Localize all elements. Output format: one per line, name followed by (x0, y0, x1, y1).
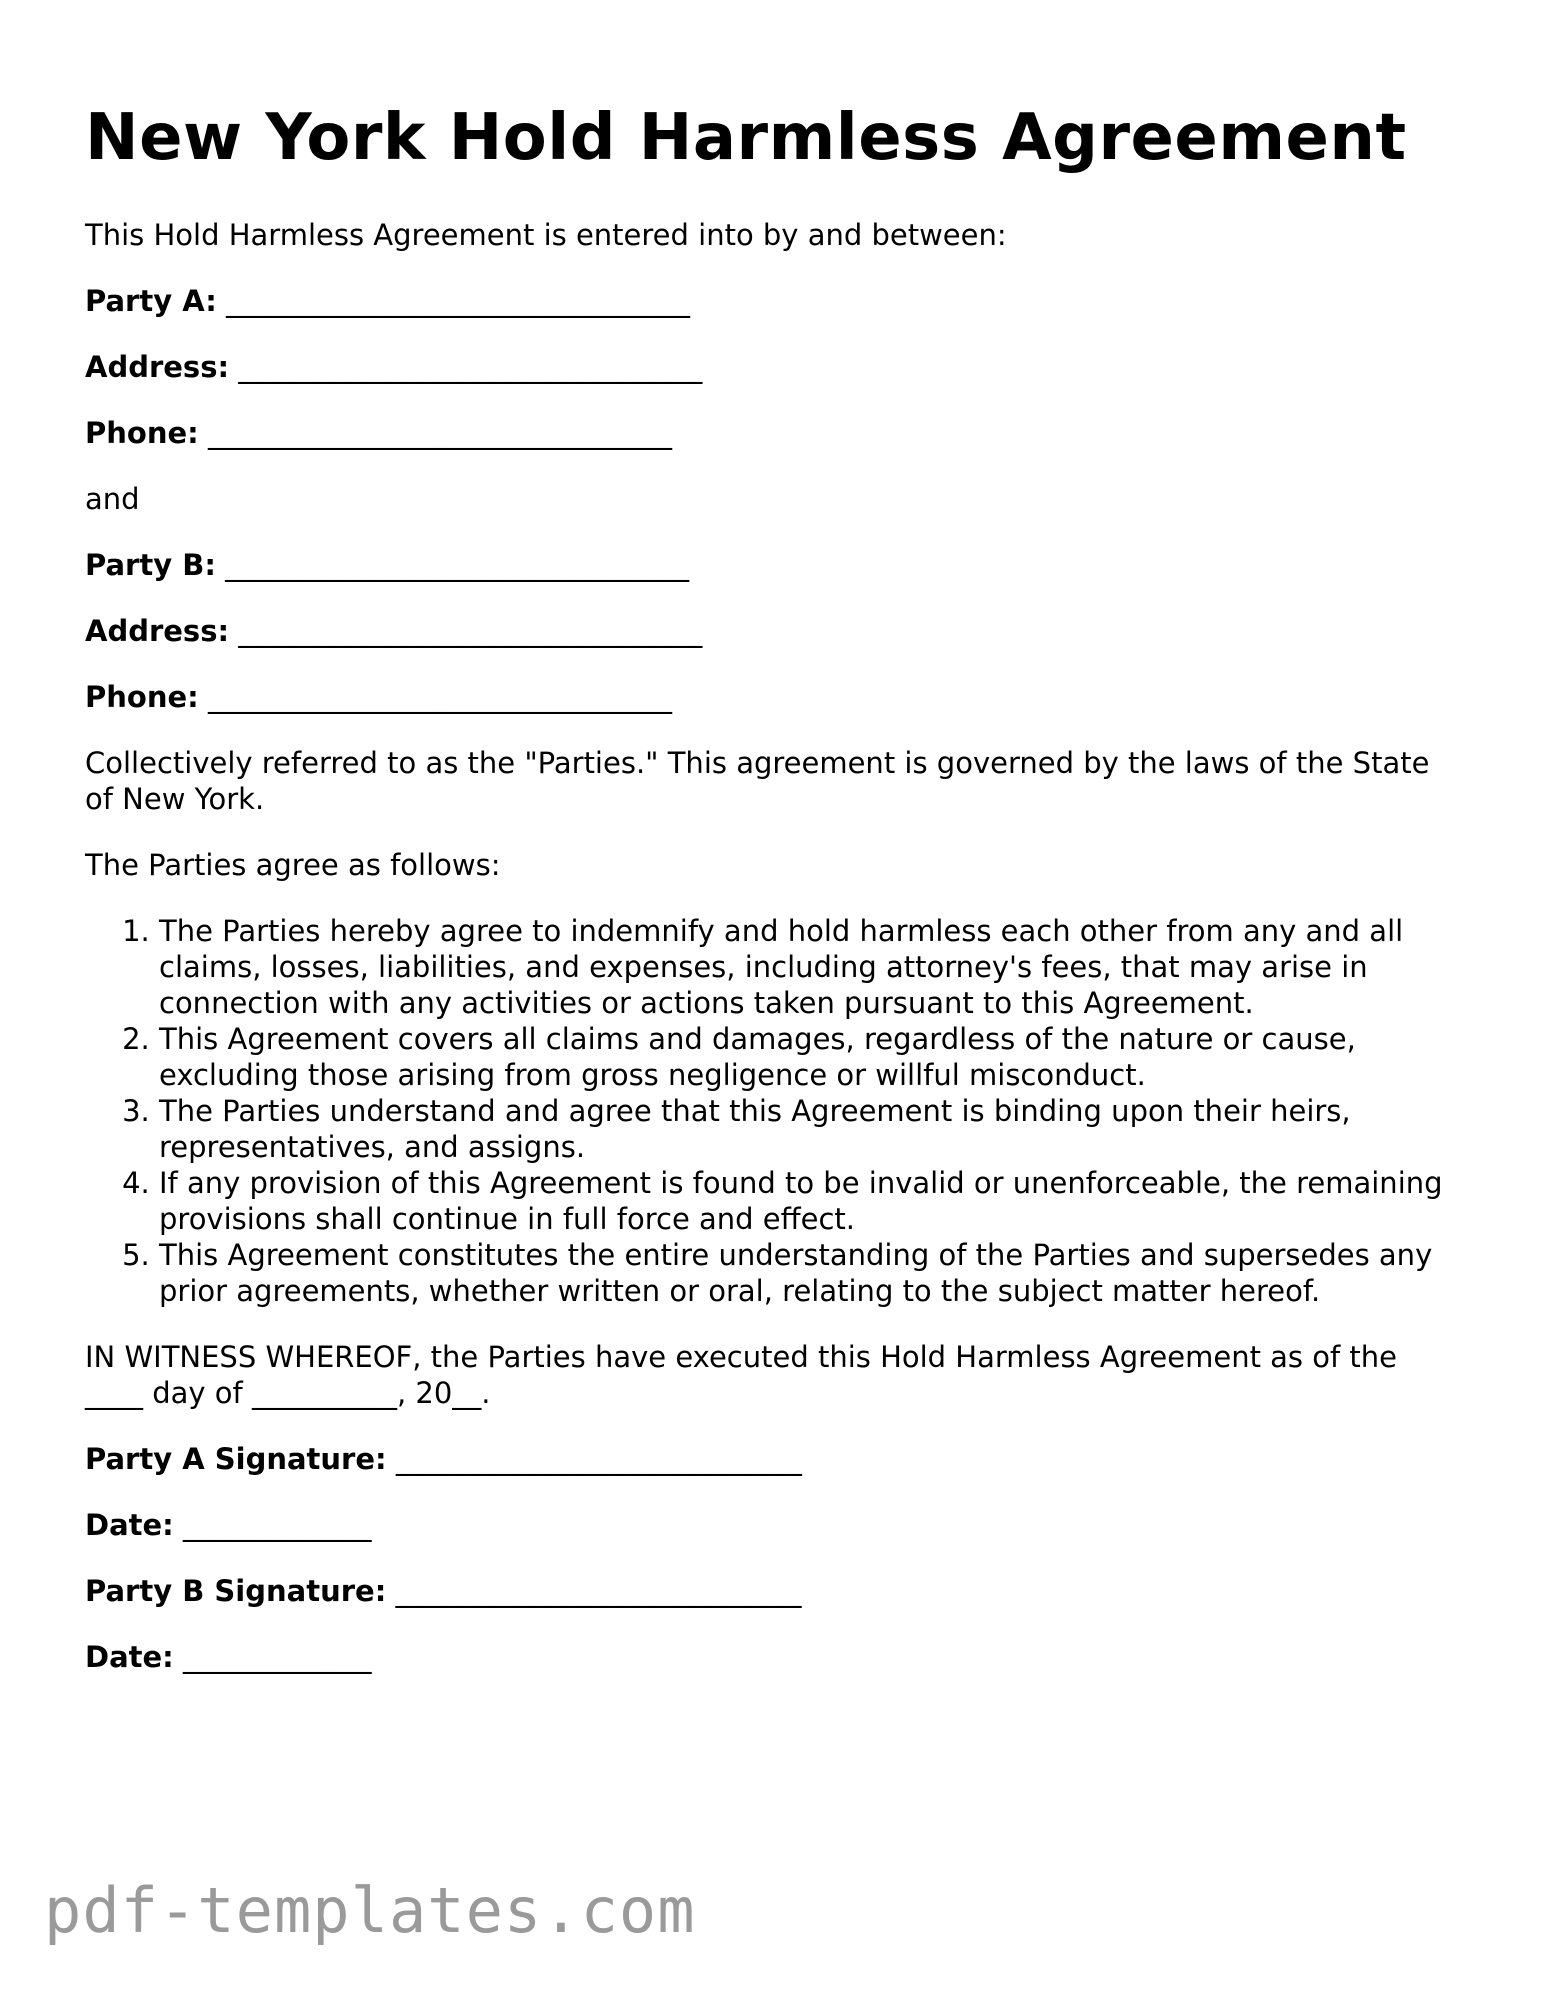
document-title: New York Hold Harmless Agreement (85, 101, 1407, 175)
party-a-name-field (85, 283, 1457, 319)
term-item: 5. This Agreement constitutes the entire understanding of the Parties and supersedes any prior agreements, whether written or oral, relating to the subject matter hereof. (159, 1237, 1457, 1309)
term-item: 4. If any provision of this Agreement is found to be invalid or unenforceable, the remaining provisions shall continue in full force and effect. (159, 1165, 1457, 1237)
party-a-name-blank: ________________________________ (226, 283, 691, 318)
party-b-phone-field (85, 679, 1457, 715)
party-a-signature-field (85, 1441, 1457, 1477)
date-a-blank: _____________ (183, 1507, 372, 1542)
date-b-field (85, 1639, 1457, 1675)
date-b-blank: _____________ (183, 1639, 372, 1674)
party-a-phone-label: Phone: (85, 415, 199, 450)
term-item: 2. This Agreement covers all claims and damages, regardless of the nature or cause, excluding those arising from gross negligence or willful misconduct. (159, 1021, 1457, 1093)
intro-text: This Hold Harmless Agreement is entered into by and between: (85, 217, 1007, 252)
term-item: 3. The Parties understand and agree that this Agreement is binding upon their heirs, representatives, and assigns. (159, 1093, 1457, 1165)
party-a-phone-blank: ________________________________ (207, 415, 672, 450)
collective-text: Collectively referred to as the "Parties." This agreement is governed by the laws of the State of New York. (85, 745, 1430, 816)
and-text: and (85, 481, 140, 516)
party-b-address-field (85, 613, 1457, 649)
agree-intro: The Parties agree as follows: (85, 847, 501, 882)
party-b-name-field (85, 547, 1457, 583)
party-a-phone-field (85, 415, 1457, 451)
party-b-signature-field (85, 1573, 1457, 1609)
party-b-name-label: Party B: (85, 547, 216, 582)
party-b-signature-blank: ____________________________ (395, 1573, 802, 1608)
date-a-field (85, 1507, 1457, 1543)
party-a-signature-label: Party A Signature: (85, 1441, 387, 1476)
party-a-address-label: Address: (85, 349, 230, 384)
watermark-text: pdf-templates.com (44, 1874, 696, 1947)
party-a-name-label: Party A: (85, 283, 217, 318)
party-b-phone-label: Phone: (85, 679, 199, 714)
party-a-address-blank: ________________________________ (238, 349, 703, 384)
term-item: 1. The Parties hereby agree to indemnify and hold harmless each other from any and all claims, losses, liabilities, and expenses, including attorney's fees, that may arise in connection with any activities or actions taken pursuant to this Agreement. (159, 913, 1457, 1021)
party-a-address-field (85, 349, 1457, 385)
document-page (85, 100, 1457, 1705)
party-b-phone-blank: ________________________________ (207, 679, 672, 714)
party-b-address-label: Address: (85, 613, 230, 648)
terms-list (85, 913, 1457, 1309)
witness-text: IN WITNESS WHEREOF, the Parties have executed this Hold Harmless Agreement as of the ____ day of __________, 20__. (85, 1339, 1398, 1410)
party-b-address-blank: ________________________________ (238, 613, 703, 648)
party-b-signature-label: Party B Signature: (85, 1573, 387, 1608)
party-b-name-blank: ________________________________ (225, 547, 690, 582)
party-a-signature-blank: ____________________________ (395, 1441, 802, 1476)
date-b-label: Date: (85, 1639, 174, 1674)
date-a-label: Date: (85, 1507, 174, 1542)
